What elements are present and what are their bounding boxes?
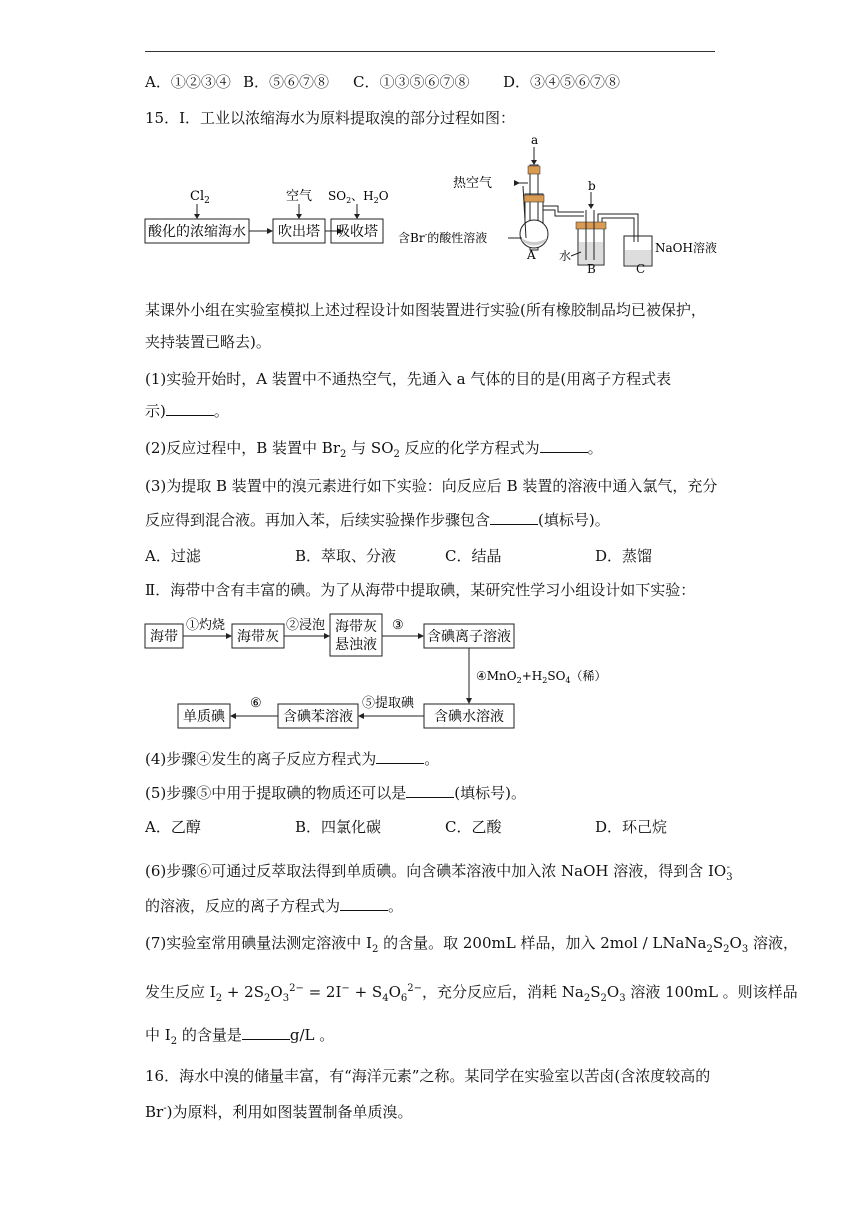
- q15-5: [145, 782, 526, 804]
- q15-7-text-q: 的含量是: [177, 1026, 242, 1044]
- q15-6-text: (6)步骤⑥可通过反萃取法得到单质碘。向含碘苯溶液中加入浓 NaOH 溶液，得到含 IO: [145, 862, 727, 880]
- label-br-solution-sup: -: [424, 230, 428, 239]
- q15-7-text-n: O: [606, 983, 620, 1001]
- svg-text:④MnO2+H2SO4（稀）: $④MnO_2+H_2SO_4$（稀）: [476, 669, 607, 685]
- q15-7-text-f: 发生反应 I: [145, 983, 216, 1001]
- q16-line1: 16．海水中溴的储量丰富，有“海洋元素”之称。某同学在实验室以苦卤(含浓度较高的: [145, 1067, 711, 1085]
- q3-option-c: C．结晶: [445, 547, 502, 565]
- q15-7-text-h: O: [270, 983, 283, 1001]
- flow1-box-seawater: 酸化的浓缩海水: [148, 224, 246, 240]
- q5-option-c: C．乙酸: [445, 818, 502, 836]
- q15-1-text: 示): [145, 402, 166, 420]
- q15-7-line2: 发生反应 $I_2 + 2S_2O_3^{2-} = 2I^- + S_4O_6^{2-}$，充分反应后，消耗 $Na_2S_2O_3$ 溶液 100mL 。则该样品: [145, 983, 798, 1004]
- answer-blank-3[interactable]: [490, 510, 538, 525]
- flow2-ash: 海带灰: [237, 629, 279, 645]
- q15-7-text-l: ，充分反应后，消耗 Na: [422, 983, 584, 1001]
- flow2-seaweed: 海带: [150, 629, 178, 645]
- flow1-input-h2o: 、H: [351, 189, 374, 203]
- q3-option-d: D．蒸馏: [595, 547, 653, 565]
- flow2-iodide-solution: 含碘离子溶液: [427, 629, 511, 645]
- q15-7-text-o: 溶液 100mL 。则该样品: [625, 983, 798, 1001]
- q5-option-d: D．环己烷: [595, 818, 668, 836]
- q15-7-text-i: = 2I: [303, 983, 342, 1001]
- flow2-iodine-benzene: 含碘苯溶液: [283, 709, 353, 725]
- q15-2-text-c: 反应的化学方程式为: [399, 439, 540, 457]
- q15-part2: Ⅱ．海带中含有丰富的碘。为了从海带中提取碘，某研究性学习小组设计如下实验：: [145, 581, 696, 599]
- q15-3-line1: (3)为提取 B 装置中的溴元素进行如下实验：向反应后 B 装置的溶液中通入氯气，充分: [145, 477, 718, 495]
- q15-7-text-k: O: [388, 983, 401, 1001]
- answer-blank-1[interactable]: [166, 401, 214, 416]
- flow1-box-blow-tower: 吹出塔: [278, 224, 320, 240]
- label-beaker-c: C: [636, 262, 646, 276]
- q15-intro-1: 某课外小组在实验室模拟上述过程设计如图装置进行实验(所有橡胶制品均已被保护，: [145, 301, 706, 319]
- flow1-input-air: 空气: [286, 189, 313, 204]
- q15-7-text-g: + 2S: [222, 983, 265, 1001]
- q14-option-a: A．①②③④: [145, 73, 231, 91]
- q15-3-options: [145, 545, 715, 567]
- answer-blank-4[interactable]: [376, 749, 424, 764]
- apparatus-diagram: [398, 130, 728, 262]
- label-flask-a: A: [527, 248, 536, 262]
- q15-7-text-c: S: [712, 934, 724, 952]
- q15-7-line3: 中 $I_2$ 的含量是 g/L 。: [145, 1026, 335, 1047]
- q15-1-line1: (1)实验开始时，A 装置中不通热空气，先通入 a 气体的目的是(用离子方程式表: [145, 370, 672, 388]
- q15-1-line2: 示) 。: [145, 402, 229, 420]
- q14-option-d: D．③④⑤⑥⑦⑧: [503, 73, 621, 91]
- q15-title: 15．Ⅰ．工业以浓缩海水为原料提取溴的部分过程如图：: [145, 109, 516, 127]
- q15-3-text-c: (填标号)。: [538, 511, 610, 529]
- flow1-input-cl2-sub: 2: [204, 196, 210, 206]
- q14-option-b: B．⑤⑥⑦⑧: [243, 73, 330, 91]
- q15-6-text-b: 的溶液，反应的离子方程式为: [145, 897, 341, 915]
- q3-option-b: B．萃取、分液: [295, 547, 397, 565]
- answer-blank-7[interactable]: [242, 1025, 290, 1040]
- q15-7-text-d: O: [729, 934, 742, 952]
- flow1-input-h2o-sub: 2: [373, 196, 379, 205]
- iodine-flow-diagram: [140, 610, 607, 735]
- flow2-step4: ④MnO: [476, 669, 517, 683]
- flow1-box-absorb-tower: 吸收塔: [336, 224, 378, 240]
- q16-text-rest: )为原料，利用如图装置制备单质溴。: [166, 1103, 413, 1121]
- flow2-suspension-1: 海带灰: [335, 619, 377, 635]
- q15-3-text-b: 反应得到混合液。再加入苯，后续实验操作步骤包含: [145, 511, 491, 529]
- q15-7-text-a: (7)实验室常用碘量法测定溶液中 I: [145, 934, 372, 952]
- q15-intro-2: 夹持装置已略去)。: [145, 333, 271, 351]
- q15-7-text-m: S: [590, 983, 601, 1001]
- flow2-iodine: 单质碘: [183, 709, 225, 725]
- q15-3-line2: [145, 509, 610, 531]
- flow2-step4-c: SO: [547, 669, 566, 683]
- q15-7-text-r: g/L 。: [289, 1026, 335, 1044]
- q15-4: (4)步骤④发生的离子反应方程式为 。: [145, 750, 440, 768]
- label-naoh: NaOH溶液: [655, 241, 717, 255]
- top-rule: [145, 51, 715, 52]
- q15-7-line1: (7)实验室常用碘量法测定溶液中 $I_2$ 的含量。取 200mL 样品，加入 $2mol / LNaNa_2S_2O_3$ 溶液，: [145, 934, 798, 955]
- label-br-solution: 含Br: [398, 231, 425, 245]
- answer-blank-6[interactable]: [340, 896, 388, 911]
- label-beaker-b: B: [587, 262, 596, 276]
- q15-4-text: (4)步骤④发生的离子反应方程式为: [145, 750, 377, 768]
- q15-5-text-b: (填标号)。: [454, 784, 526, 802]
- q15-6-line1: (6)步骤⑥可通过反萃取法得到单质碘。向含碘苯溶液中加入浓 NaOH 溶液，得到含 $IO_3^-$: [145, 862, 733, 883]
- q15-2-text-b: 与 SO: [346, 439, 394, 457]
- flow2-step4-b: +H: [521, 669, 543, 683]
- answer-blank-2[interactable]: [540, 438, 588, 453]
- flow1-input-cl2: Cl: [190, 189, 205, 204]
- label-water: 水: [559, 249, 572, 263]
- flow1-input-o: O: [378, 189, 389, 203]
- q5-option-b: B．四氯化碳: [295, 818, 382, 836]
- q15-7-text-e: 溶液，: [748, 934, 798, 952]
- label-br-solution-rest: 的酸性溶液: [427, 231, 488, 245]
- svg-text:SO2、H2O: [328, 189, 389, 205]
- label-hot-air: 热空气: [453, 176, 493, 191]
- answer-blank-5[interactable]: [406, 783, 454, 798]
- flow1-input-so2-sub: 2: [346, 196, 352, 205]
- flow2-step1: ①灼烧: [186, 618, 226, 633]
- bromine-flow-diagram: [140, 186, 400, 250]
- q15-7-text-p: 中 I: [145, 1026, 171, 1044]
- label-a-gas: a: [531, 133, 539, 147]
- q15-2-text-a: (2)反应过程中，B 装置中 Br: [145, 439, 341, 457]
- q15-7-text-b: 的含量。取 200mL 样品，加入 2mol / LNaNa: [378, 934, 707, 952]
- q5-option-a: A．乙醇: [145, 818, 201, 836]
- flow2-step3: ③: [392, 618, 404, 633]
- flow2-step2: ②浸泡: [286, 618, 326, 633]
- q15-7-text-j: + S: [349, 983, 383, 1001]
- q14-options: [145, 71, 715, 93]
- flow2-step4-d: （稀）: [570, 669, 607, 683]
- q15-6-line2: 的溶液，反应的离子方程式为 。: [145, 897, 404, 915]
- flow1-input-so2: SO: [328, 189, 347, 203]
- q15-5-text: (5)步骤⑤中用于提取碘的物质还可以是: [145, 784, 407, 802]
- q15-2: (2)反应过程中，B 装置中 $Br_2$ 与 $SO_2$ 反应的化学方程式为 。: [145, 439, 603, 460]
- svg-text:Cl2: [190, 189, 210, 206]
- flow2-step5: ⑤提取碘: [362, 696, 415, 711]
- q3-option-a: A．过滤: [145, 547, 201, 565]
- q16-line2: [145, 1098, 412, 1123]
- flow2-step6: ⑥: [250, 696, 262, 711]
- svg-text:含Br-的酸性溶液: [398, 230, 487, 245]
- label-b-gas: b: [588, 179, 596, 193]
- q14-option-c: C．①③⑤⑥⑦⑧: [353, 73, 470, 91]
- q16-text-br-sup: -: [163, 1103, 167, 1114]
- q16-text-br: Br: [145, 1103, 164, 1121]
- q15-5-options: [145, 816, 715, 838]
- flow2-iodine-water: 含碘水溶液: [434, 709, 504, 725]
- flow2-suspension-2: 悬浊液: [335, 637, 377, 653]
